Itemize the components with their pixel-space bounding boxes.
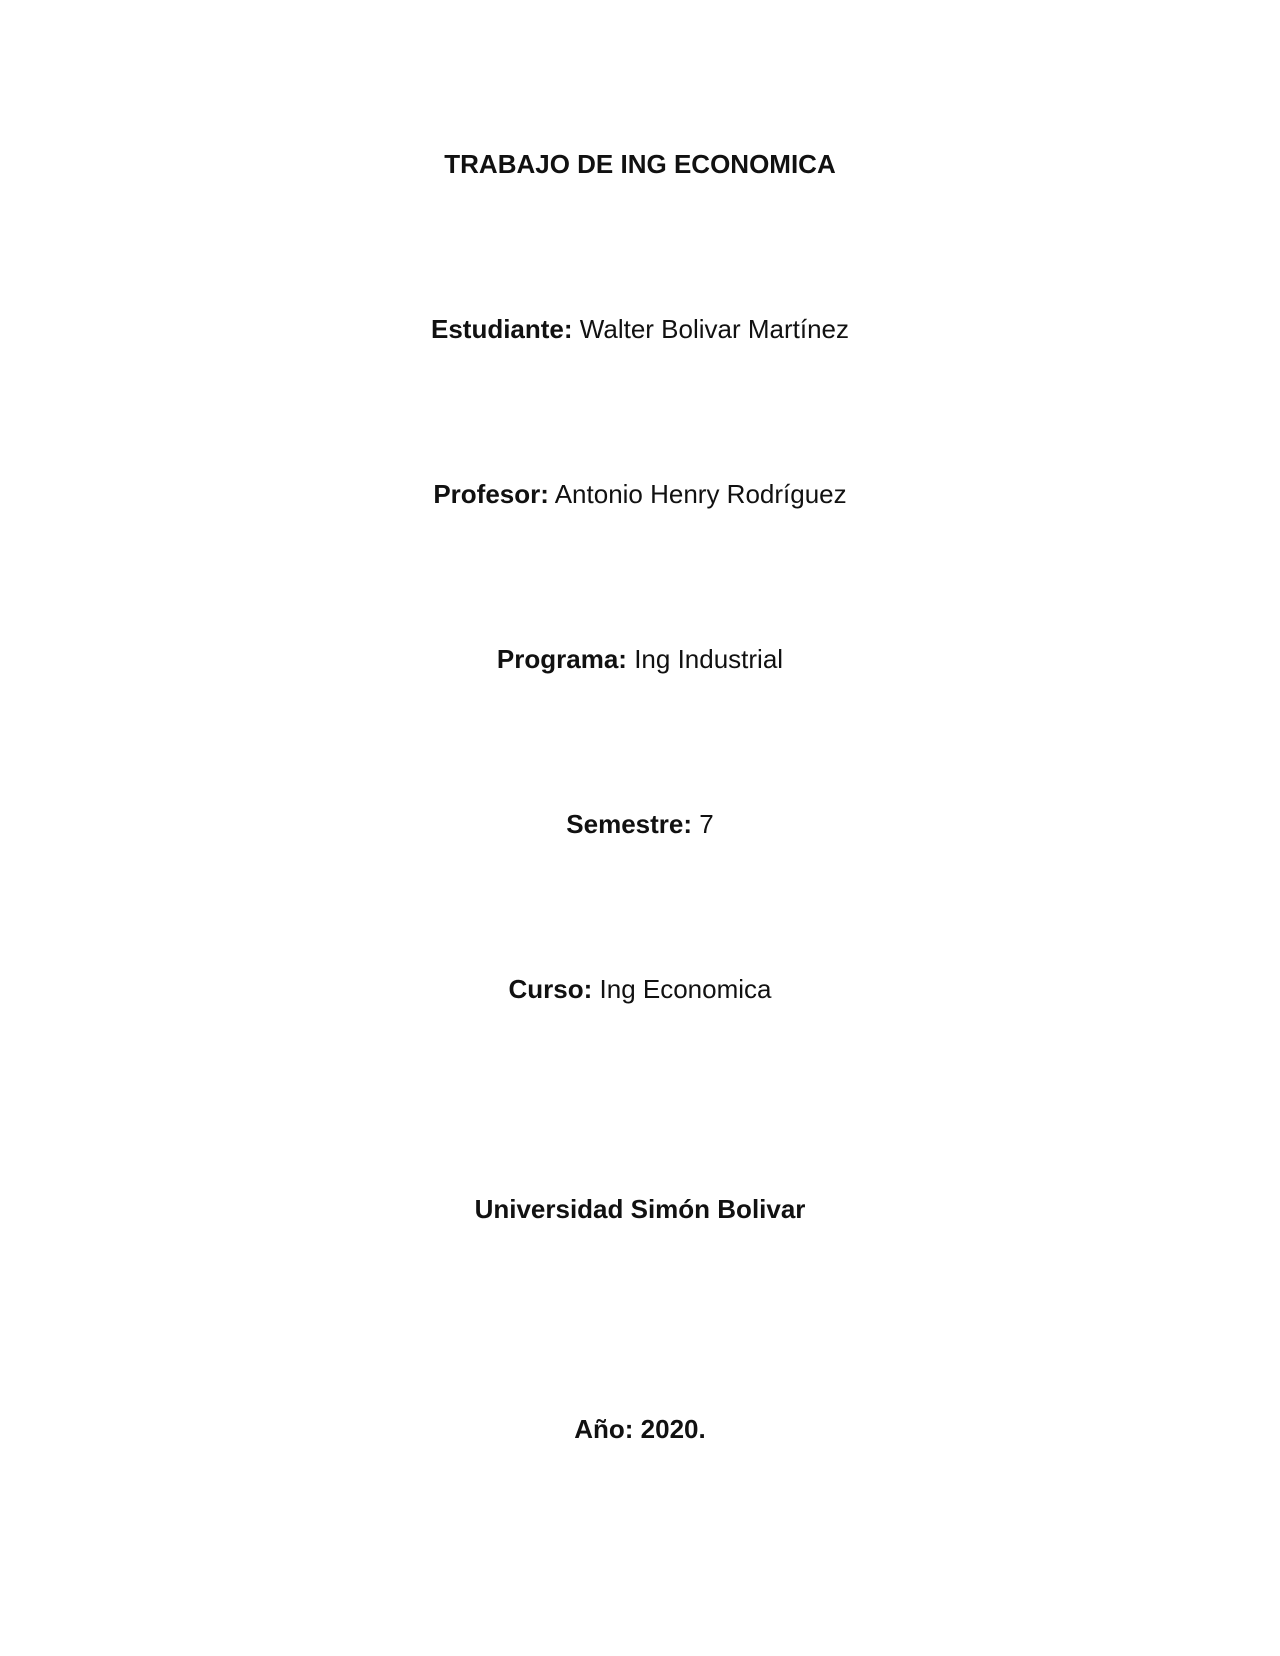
year-value: 2020. bbox=[640, 1414, 706, 1444]
course-value: Ing Economica bbox=[599, 974, 772, 1004]
program-label: Programa: bbox=[496, 644, 627, 674]
program-value: Ing Industrial bbox=[634, 644, 784, 674]
course-label: Curso: bbox=[508, 974, 593, 1004]
professor-label: Profesor: bbox=[433, 479, 549, 509]
professor-name: Antonio Henry Rodríguez bbox=[554, 479, 847, 509]
professor-line bbox=[0, 477, 1280, 511]
student-name: Walter Bolivar Martínez bbox=[579, 314, 850, 344]
document-title: TRABAJO DE ING ECONOMICA bbox=[444, 149, 836, 179]
program-line bbox=[0, 642, 1280, 676]
semester-line bbox=[0, 807, 1280, 841]
course-line bbox=[0, 972, 1280, 1006]
university-name: Universidad Simón Bolivar bbox=[474, 1194, 806, 1224]
student-line bbox=[0, 312, 1280, 346]
student-label: Estudiante: bbox=[430, 314, 573, 344]
year-label: Año: bbox=[574, 1414, 634, 1444]
year-line bbox=[0, 1412, 1280, 1446]
semester-label: Semestre: bbox=[566, 809, 693, 839]
semester-value: 7 bbox=[699, 809, 714, 839]
